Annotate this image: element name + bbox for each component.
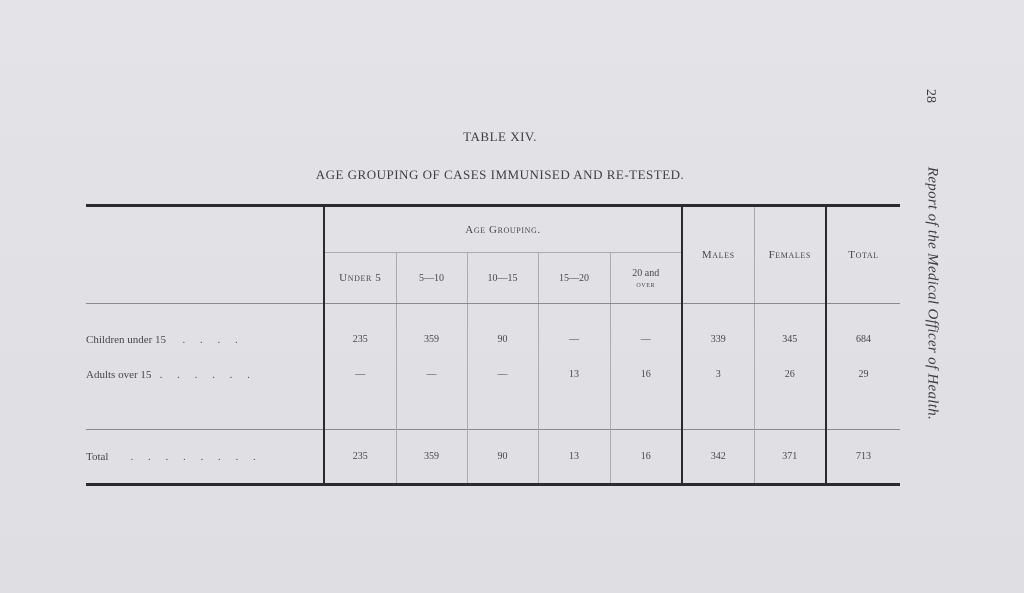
cell: 26 — [754, 360, 826, 390]
cell: 235 — [324, 430, 396, 485]
page-number: 28 — [923, 89, 938, 103]
row-label: Children under 15 . . . . — [86, 333, 244, 346]
cell: — — [610, 320, 682, 360]
cell: 16 — [610, 430, 682, 485]
cell: — — [538, 320, 610, 360]
age-20-over-line1: 20 and — [632, 267, 660, 279]
cell: 3 — [682, 360, 754, 390]
cell: — — [396, 360, 467, 390]
age-20-over-header — [610, 253, 682, 304]
running-title: Report of the Medical Officer of Health. — [924, 166, 941, 421]
cell: 13 — [538, 430, 610, 485]
cell: 29 — [826, 360, 900, 390]
table-row — [86, 360, 900, 390]
cell: 90 — [467, 320, 538, 360]
table-title: AGE GROUPING OF CASES IMMUNISED AND RE-TESTED. — [315, 167, 685, 182]
table-number: TABLE XIV. — [463, 129, 537, 144]
cell: 90 — [467, 430, 538, 485]
table-row-total — [86, 430, 900, 485]
cell: 342 — [682, 430, 754, 485]
cell: 339 — [682, 320, 754, 360]
cell: 235 — [324, 320, 396, 360]
cell: — — [467, 360, 538, 390]
males-header: Males — [682, 206, 754, 304]
table-row — [86, 320, 900, 360]
cell: 713 — [826, 430, 900, 485]
cell: 359 — [396, 320, 467, 360]
age-20-over-line2: over — [636, 278, 656, 289]
age-grouping-table — [86, 204, 900, 486]
row-label: Total . . . . . . . . — [86, 450, 262, 463]
stub-header — [86, 206, 324, 304]
under5-header: Under 5 — [324, 253, 396, 304]
cell: 13 — [538, 360, 610, 390]
row-label: Adults over 15 . . . . . . — [86, 368, 256, 381]
cell: — — [324, 360, 396, 390]
cell: 371 — [754, 430, 826, 485]
age-10-15-header: 10—15 — [467, 253, 538, 304]
females-header: Females — [754, 206, 826, 304]
cell: 684 — [826, 320, 900, 360]
cell: 345 — [754, 320, 826, 360]
cell: 16 — [610, 360, 682, 390]
age-15-20-header: 15—20 — [538, 253, 610, 304]
total-header: Total — [826, 206, 900, 304]
age-grouping-header: Age Grouping. — [324, 206, 682, 253]
cell: 359 — [396, 430, 467, 485]
age-5-10-header: 5—10 — [396, 253, 467, 304]
